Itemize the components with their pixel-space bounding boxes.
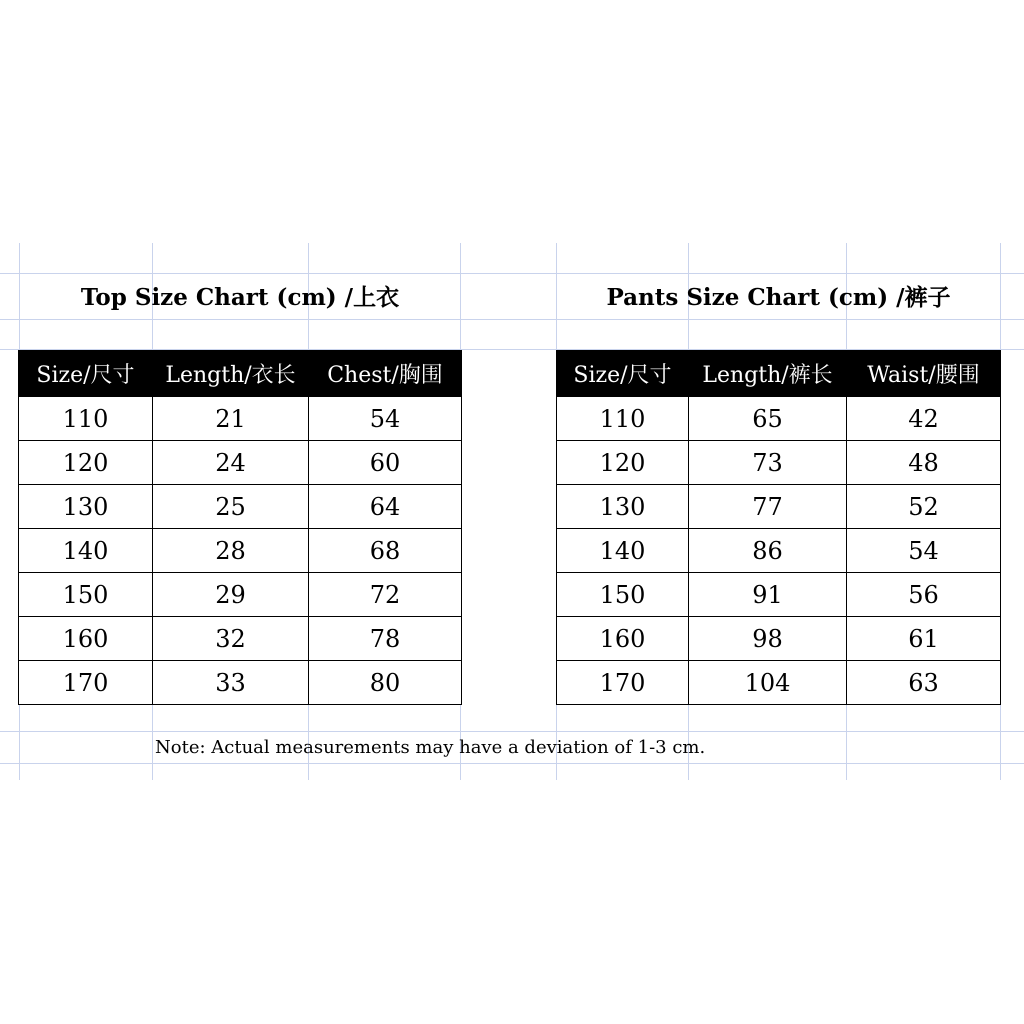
cell-chest: 72 — [309, 573, 462, 617]
cell-size: 140 — [557, 529, 689, 573]
table-row — [557, 617, 1001, 661]
table-row — [19, 441, 462, 485]
table-row — [557, 661, 1001, 705]
top-size-table — [18, 350, 462, 705]
cell-length: 24 — [153, 441, 309, 485]
table-row — [557, 485, 1001, 529]
cell-length: 104 — [689, 661, 847, 705]
cell-length: 73 — [689, 441, 847, 485]
cell-size: 160 — [19, 617, 153, 661]
pants-chart-title: Pants Size Chart (cm) /裤子 — [606, 284, 951, 311]
cell-size: 130 — [19, 485, 153, 529]
cell-length: 91 — [689, 573, 847, 617]
table-row — [557, 573, 1001, 617]
cell-chest: 64 — [309, 485, 462, 529]
column-header-length: Length/衣长 — [153, 351, 309, 397]
cell-chest: 54 — [309, 397, 462, 441]
cell-waist: 54 — [847, 529, 1001, 573]
cell-size: 170 — [19, 661, 153, 705]
cell-size: 110 — [19, 397, 153, 441]
cell-size: 150 — [557, 573, 689, 617]
table-row — [19, 661, 462, 705]
cell-waist: 48 — [847, 441, 1001, 485]
top-chart-title: Top Size Chart (cm) /上衣 — [80, 284, 400, 311]
cell-waist: 52 — [847, 485, 1001, 529]
table-row — [19, 397, 462, 441]
cell-waist: 56 — [847, 573, 1001, 617]
table-row — [19, 529, 462, 573]
cell-length: 29 — [153, 573, 309, 617]
cell-length: 21 — [153, 397, 309, 441]
cell-length: 28 — [153, 529, 309, 573]
table-row — [19, 485, 462, 529]
pants-size-table — [556, 350, 1001, 705]
cell-length: 65 — [689, 397, 847, 441]
column-header-chest: Chest/胸围 — [309, 351, 462, 397]
cell-size: 110 — [557, 397, 689, 441]
cell-length: 77 — [689, 485, 847, 529]
cell-waist: 63 — [847, 661, 1001, 705]
grid-line — [0, 763, 1024, 764]
cell-chest: 78 — [309, 617, 462, 661]
table-row — [19, 617, 462, 661]
table-row — [557, 397, 1001, 441]
cell-length: 32 — [153, 617, 309, 661]
cell-waist: 42 — [847, 397, 1001, 441]
cell-size: 140 — [19, 529, 153, 573]
cell-length: 86 — [689, 529, 847, 573]
cell-chest: 68 — [309, 529, 462, 573]
column-header-waist: Waist/腰围 — [847, 351, 1001, 397]
cell-size: 170 — [557, 661, 689, 705]
cell-length: 25 — [153, 485, 309, 529]
cell-size: 120 — [19, 441, 153, 485]
cell-size: 120 — [557, 441, 689, 485]
cell-size: 160 — [557, 617, 689, 661]
cell-chest: 60 — [309, 441, 462, 485]
cell-length: 98 — [689, 617, 847, 661]
measurement-note: Note: Actual measurements may have a deviation of 1-3 cm. — [155, 737, 706, 758]
column-header-size: Size/尺寸 — [557, 351, 689, 397]
column-header-size: Size/尺寸 — [19, 351, 153, 397]
grid-line — [0, 273, 1024, 274]
table-header-row — [19, 351, 462, 397]
table-row — [19, 573, 462, 617]
grid-line — [0, 731, 1024, 732]
cell-size: 150 — [19, 573, 153, 617]
table-row — [557, 529, 1001, 573]
cell-waist: 61 — [847, 617, 1001, 661]
cell-length: 33 — [153, 661, 309, 705]
table-row — [557, 441, 1001, 485]
table-header-row — [557, 351, 1001, 397]
cell-size: 130 — [557, 485, 689, 529]
column-header-length: Length/裤长 — [689, 351, 847, 397]
cell-chest: 80 — [309, 661, 462, 705]
